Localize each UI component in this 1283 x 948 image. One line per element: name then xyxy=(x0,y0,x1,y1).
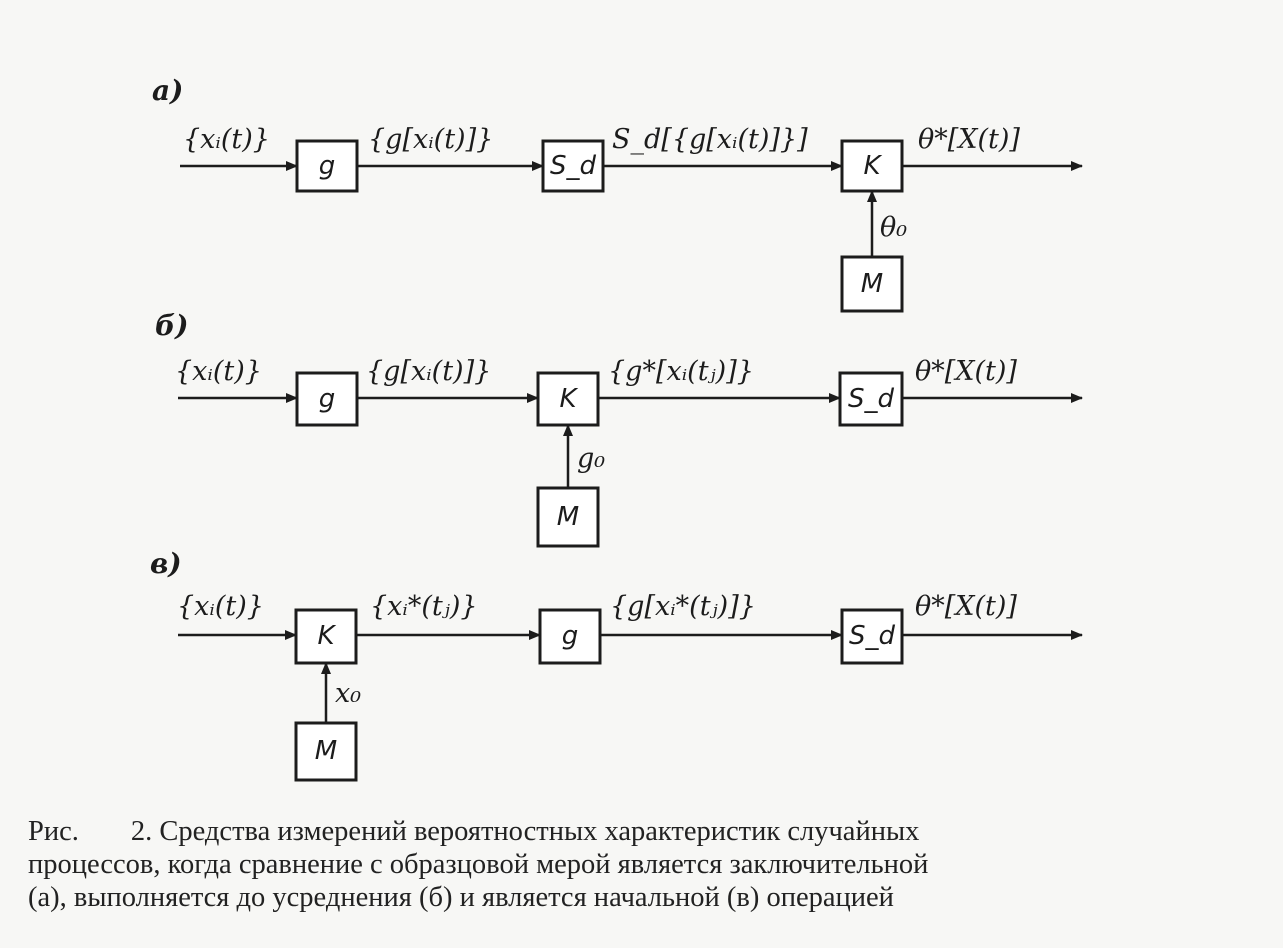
diagram-v xyxy=(150,547,1082,780)
signal-label: {g[xᵢ(t)]} xyxy=(366,356,492,387)
reference-label: x₀ xyxy=(335,678,362,709)
output-signal-label: θ*[X(t)] xyxy=(918,124,1020,155)
signal-label: {g[xᵢ*(tⱼ)]} xyxy=(610,591,756,622)
signal-label: {g[xᵢ(t)]} xyxy=(368,124,494,155)
diagram-label: б) xyxy=(155,309,189,342)
block-label: g xyxy=(318,151,336,181)
diagram-b xyxy=(155,309,1082,546)
block-label: M xyxy=(314,736,338,766)
figure-caption xyxy=(28,815,1223,914)
signal-label: S_d[{g[xᵢ(t)]}] xyxy=(612,124,808,155)
block-label: S_d xyxy=(549,151,597,181)
block-label: K xyxy=(559,384,577,414)
caption-line-2: процессов, когда сравнение с образцовой мерой является заключительной xyxy=(28,849,929,880)
output-signal-label: θ*[X(t)] xyxy=(915,356,1017,387)
block-label: g xyxy=(561,621,579,651)
caption-line-1 xyxy=(28,815,1223,848)
signal-label: {xᵢ*(tⱼ)} xyxy=(370,591,478,622)
input-signal-label: {xᵢ(t)} xyxy=(183,124,270,155)
caption-text: 2. Средства измерений вероятностных характеристик случайных xyxy=(130,816,920,847)
block-label: M xyxy=(860,269,884,299)
block-label: S_d xyxy=(848,621,896,651)
diagram-label: в) xyxy=(150,547,182,580)
block-label: S_d xyxy=(847,384,895,414)
output-signal-label: θ*[X(t)] xyxy=(915,591,1017,622)
diagram-label: а) xyxy=(152,74,184,107)
block-label: K xyxy=(863,151,881,181)
reference-label: g₀ xyxy=(577,443,606,474)
caption-prefix: Рис. xyxy=(28,816,79,847)
caption-line-3: (а), выполняется до усреднения (б) и является начальной (в) операцией xyxy=(28,882,894,913)
block-label: g xyxy=(318,384,336,414)
input-signal-label: {xᵢ(t)} xyxy=(177,591,264,622)
block-label: M xyxy=(556,502,580,532)
input-signal-label: {xᵢ(t)} xyxy=(175,356,262,387)
reference-label: θ₀ xyxy=(880,212,908,243)
signal-label: {g*[xᵢ(tⱼ)]} xyxy=(608,356,754,387)
diagram-a xyxy=(152,74,1082,311)
block-label: K xyxy=(317,621,335,651)
